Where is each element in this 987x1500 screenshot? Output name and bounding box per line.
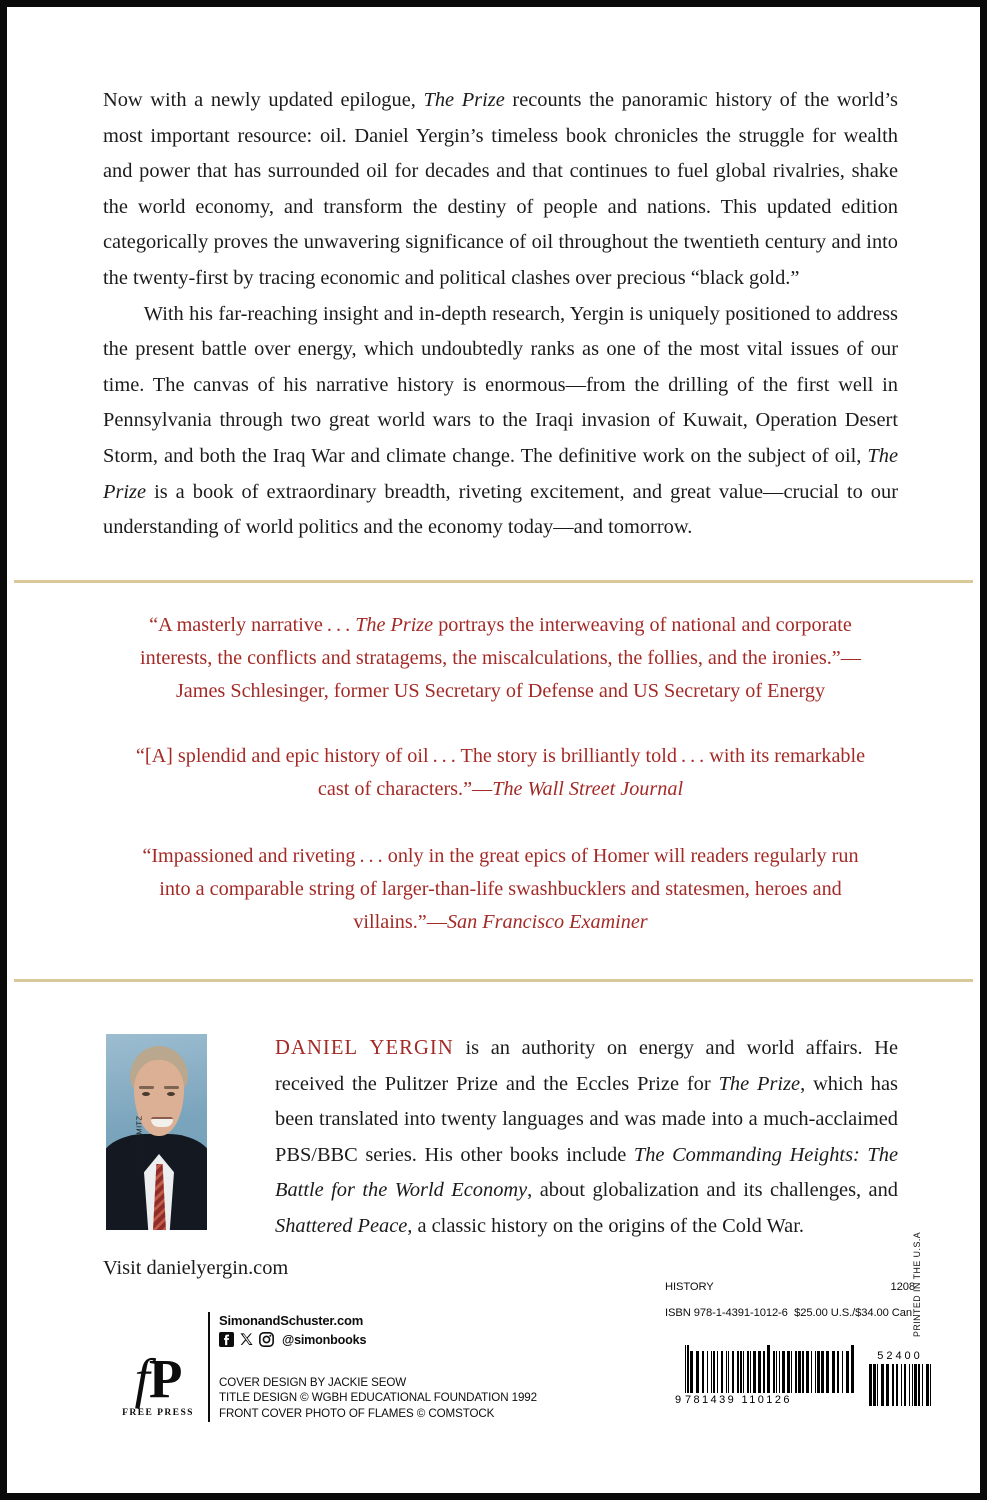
price-text: $25.00 U.S./$34.00 Can. [794,1307,915,1319]
desc-p2-part-a: With his far-reaching insight and in-depth research, Yergin is uniquely positioned to address the present battle over energy, which undoubtedly ranks as one of the most vital issues of our time. The canvas of his narrative history is enormous—from the drilling of the first well in Pennsylvania through two great world wars to the Iraqi invasion of Kuwait, Operation Desert Storm, and both the Iraq War and climate change. The definitive work on the subject of oil, [103,302,898,467]
bio-part-d: a classic history on the origins of the Cold War. [412,1214,804,1237]
isbn-price-block [665,1281,915,1319]
author-bio-text [275,1031,898,1245]
blurb-san-francisco-examiner [133,840,868,939]
desc-p1-part-a: Now with a newly updated epilogue, [103,89,424,111]
photo-eyebrow-right [164,1086,179,1089]
author-photo [106,1034,207,1230]
cover-credits [219,1375,537,1421]
divider-rule-top [14,580,973,583]
desc-p2-part-b: is a book of extraordinary breadth, riveting excitement, and great value—crucial to our understanding of world politics and the economy today—and tomorrow. [103,480,898,539]
isbn-row [665,1307,915,1319]
footer-vertical-divider [208,1312,210,1422]
bio-title-shattered-peace: Shattered Peace, [275,1214,413,1237]
divider-rule-bottom [14,979,973,982]
blurb-1-part-b: portrays the interweaving of national and corporate interests, the conflicts and stratagems, the miscalculations, the follies, and the ironies.”—James Schlesinger, former US Secretary of Defense and US Secretary of Energy [140,614,861,702]
barcode-addon [869,1350,931,1406]
social-handle: @simonbooks [282,1332,367,1347]
review-blurbs [133,609,868,939]
bio-part-b: , which has been translated into twenty languages and was made into a much-acclaimed PBS/BBC series. His other books include [275,1072,898,1166]
social-links-row [219,1332,366,1347]
blurb-1-title: The Prize [355,614,434,636]
barcode-bars-addon [869,1364,931,1406]
x-twitter-icon[interactable] [239,1332,254,1347]
blurb-1-part-a: “A masterly narrative . . . [149,614,356,636]
imprint-code: 1208 [890,1281,915,1293]
blurb-wall-street-journal [133,740,868,806]
desc-p1-part-b: recounts the panoramic history of the world’s most important resource: oil. Daniel Yergin’s timeless book chronicles the struggle for wealth and power that has surrounded oil for decades and that continues to fuel global rivalries, shake the world economy, and transform the destiny of people and nations. This updated edition categorically proves the unwavering significance of oil throughout the twentieth century and into the twenty-first by tracing economic and political clashes over precious “black gold.” [103,89,898,289]
bio-title-commanding-heights: The Commanding Heights: The Battle for the World Economy [275,1143,898,1202]
book-category: HISTORY [665,1281,714,1293]
blurb-2-source: The Wall Street Journal [492,778,684,800]
author-bio-section [103,1031,898,1245]
fp-monogram [115,1348,201,1409]
barcode-ean13 [675,1345,855,1406]
publisher-contact-block [219,1313,366,1347]
credit-line-2: TITLE DESIGN © WGBH EDUCATIONAL FOUNDATION 1992 [219,1391,537,1405]
barcode-addon-digits: 52400 [877,1350,923,1362]
book-description [103,83,898,546]
credit-line-1: COVER DESIGN BY JACKIE SEOW [219,1376,407,1389]
blurb-2-part-a: “[A] splendid and epic history of oil . . . The story is brilliantly told . . . with its remarkable cast of characters.”— [135,745,866,800]
photo-eye-left [142,1092,150,1096]
barcode-area [675,1345,931,1406]
blurb-3-part-a: “Impassioned and riveting . . . only in the great epics of Homer will readers regularly run into a comparable string of larger-than-life swashbucklers and statesmen, heroes and villains.”— [142,845,859,933]
bio-part-c: , about globalization and its challenges, and [527,1179,898,1202]
instagram-icon[interactable] [259,1332,274,1347]
publisher-website[interactable]: SimonandSchuster.com [219,1313,364,1328]
fp-letter-p: P [148,1348,182,1409]
fp-letter-f: f [134,1348,149,1409]
bio-part-a: is an authority on energy and world affairs. He received the Pulitzer Prize and the Eccles Prize for [275,1037,899,1095]
barcode-digits: 781439 110126 [685,1394,792,1406]
description-paragraph-2 [103,297,898,546]
credit-line-3: FRONT COVER PHOTO OF FLAMES © COMSTOCK [219,1406,495,1420]
free-press-logo [115,1348,201,1418]
printed-in-label: PRINTED IN THE U.S.A [912,1231,922,1337]
imprint-name: FREE PRESS [122,1407,194,1418]
description-paragraph-1 [103,83,898,297]
blurb-3-source: San Francisco Examiner [446,911,648,933]
photo-eye-right [167,1092,175,1096]
barcode-leading-digit: 9 [675,1394,682,1406]
desc-p2-book-title: The Prize [103,444,898,503]
author-website-line[interactable]: Visit danielyergin.com [103,1257,289,1279]
barcode-bars-main [685,1345,855,1393]
isbn-number: ISBN 978-1-4391-1012-6 [665,1307,788,1319]
blurb-schlesinger [133,609,868,708]
author-name: DANIEL YERGIN [275,1037,454,1059]
bio-title-the-prize: The Prize [718,1072,801,1095]
photo-mouth [151,1117,173,1127]
photo-credit: © JON CHOMITZ [134,1115,144,1180]
category-row [665,1281,915,1293]
photo-eyebrow-left [139,1086,154,1089]
facebook-icon[interactable] [219,1332,234,1347]
desc-p1-book-title: The Prize [423,89,505,111]
